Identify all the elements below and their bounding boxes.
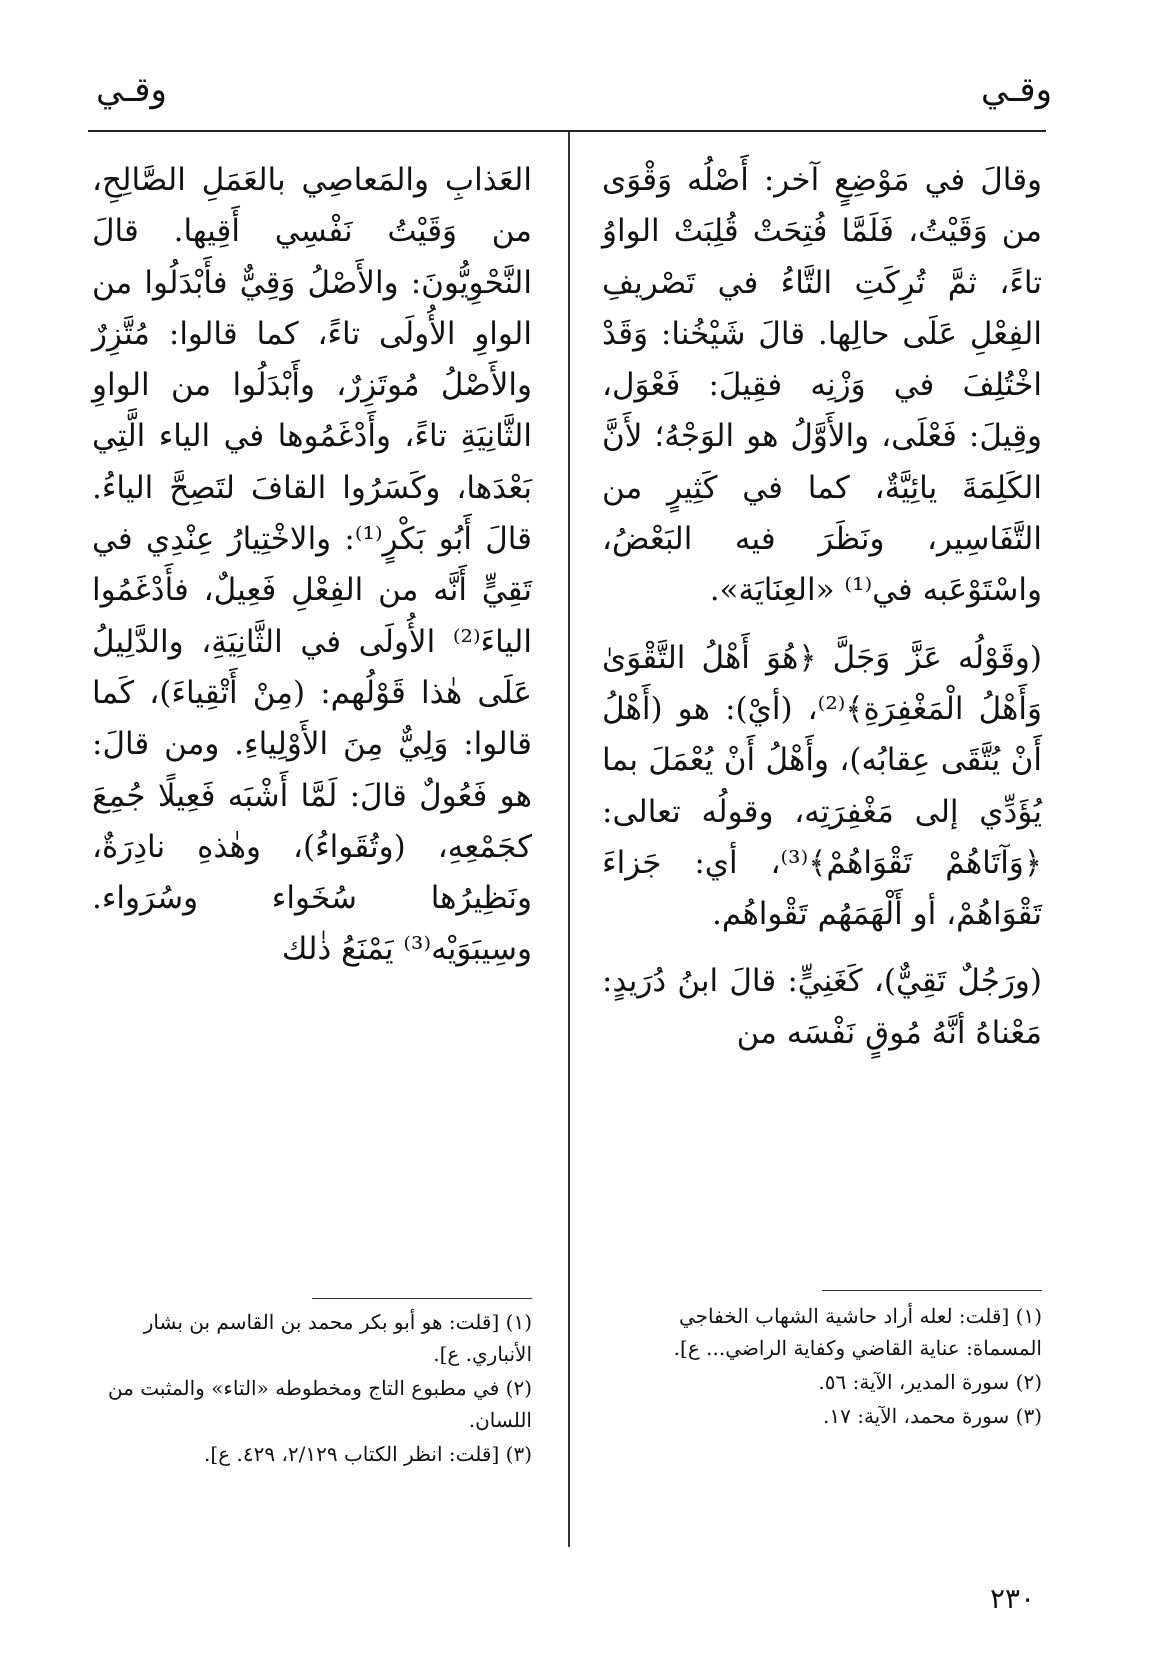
- body-paragraph: العَذابِ والمَعاصِي بالعَمَلِ الصَّالِحِ، من وَقَيْتُ نَفْسِي أَقِيها. قالَ النَّحْوِيُّونَ: والأَصْلُ وَقِيٌّ فأَبْدَلُوا من الواوِ الأُولَى تاءً، كما قالوا: مُتَّزِرٌ والأَصْلُ مُوتَزِرٌ، وأَبْدَلُوا من الواوِ الثَّانِيَةِ تاءً، وأَدْغَمُوها في الياء الَّتِي بَعْدَها، وكَسَرُوا القافَ لتَصِحَّ الياءُ. قالَ أَبُو بَكْرٍ⁽¹⁾: والاخْتِيارُ عِنْدِي في تَقِيٍّ أَنَّه من الفِعْلِ فَعِيلٌ، فأَدْغَمُوا الياءَ⁽²⁾ الأُولَى في الثَّانِيَةِ، والدَّلِيلُ عَلَى هٰذا قَوْلُهم: (مِنْ أَتْقِياءَ)، كَما قالوا: وَلِيٌّ مِنَ الأَوْلِياءِ. ومن قالَ: هو فَعُولٌ قالَ: لَمَّا أَشْبَه فَعِيلًا جُمِعَ كجَمْعِهِ، (وتُقَواءُ)، وهٰذهِ نادِرَةٌ، ونَظِيرُها سُخَواء وسُرَواء. وسِيبَوَيْه⁽³⁾ يَمْنَعُ ذٰلك: [92, 162, 533, 968]
- footnote: (٣) سورة محمد، الآية: ١٧.: [823, 1404, 1042, 1428]
- footnote: (١) [قلت: لعله أراد حاشية الشهاب الخفاجي المسماة: عناية القاضي وكفاية الراضي... ع].: [673, 1304, 1042, 1360]
- body-paragraph: وقالَ في مَوْضِعٍ آخر: أَصْلُه وَقْوَى من وَقَيْتُ، فَلَمَّا فُتِحَتْ قُلِبَتْ الواوُ تاءً، ثمَّ تُرِكَتِ التَّاءُ في تَصْريفِ الفِعْلِ عَلَى حالِها. قالَ شَيْخُنا: وَقَدْ اخْتُلِفَ في وَزْنِه فقِيلَ: فَعْوَل، وقِيلَ: فَعْلَى، والأَوَّلُ هو الوَجْهُ؛ لأَنَّ الكَلِمَةَ يائِيَّةٌ، كما في كَثِيرٍ من التَّفَاسِير، ونَظَرَ فيه البَعْضُ، واسْتَوْعَبه في⁽¹⁾ «العِنَايَة».: [602, 162, 1042, 609]
- footnotes-right: [602, 1300, 1042, 1434]
- footnote: (١) [قلت: هو أبو بكر محمد بن القاسم بن بشار الأنباري. ع].: [143, 1310, 532, 1366]
- header-rule: [88, 130, 1046, 132]
- running-header-right: وقـي: [981, 70, 1052, 110]
- footnote-rule-right: [822, 1290, 1042, 1291]
- footnote: (٢) في مطبوع التاج ومخطوطه «التاء» والمثبت من اللسان.: [107, 1376, 532, 1432]
- column-separator: [568, 132, 570, 1547]
- footnote-rule-left: [312, 1298, 532, 1299]
- body-paragraph: (وقَوْلُه عَزَّ وَجَلَّ ﴿هُوَ أَهْلُ التَّقْوَىٰ وَأَهْلُ الْمَغْفِرَةِ﴾⁽²⁾، (أيْ): هو (أَهْلُ أَنْ يُتَّقَى عِقابُه)، وأَهْلُ أَنْ يُعْمَلَ بما يُؤَدِّي إلى مَغْفِرَتِه، وقولُه تعالى: ﴿وَآتَاهُمْ تَقْوَاهُمْ﴾⁽³⁾، أي: جَزاءَ تَقْوَاهُمْ، أو أَلْهَمَهُم تَقْواهُم.: [602, 639, 1042, 933]
- page-number: ٢٣٠: [990, 1582, 1036, 1615]
- footnote: (٢) سورة المدير، الآية: ٥٦.: [818, 1370, 1042, 1394]
- footnotes-left: [92, 1306, 532, 1472]
- body-paragraph: (ورَجُلٌ تَقِيٌّ)، كَغَنِيٍّ: قالَ ابنُ دُرَيدٍ: مَعْناهُ أنَّهُ مُوقٍ نَفْسَه من: [602, 963, 1042, 1051]
- running-header-left: وقـي: [96, 70, 167, 110]
- right-column-text: [602, 155, 1042, 1059]
- left-column-text: [92, 155, 532, 976]
- footnote: (٣) [قلت: انظر الكتاب ٢/١٢٩، ٤٢٩. ع].: [204, 1442, 532, 1466]
